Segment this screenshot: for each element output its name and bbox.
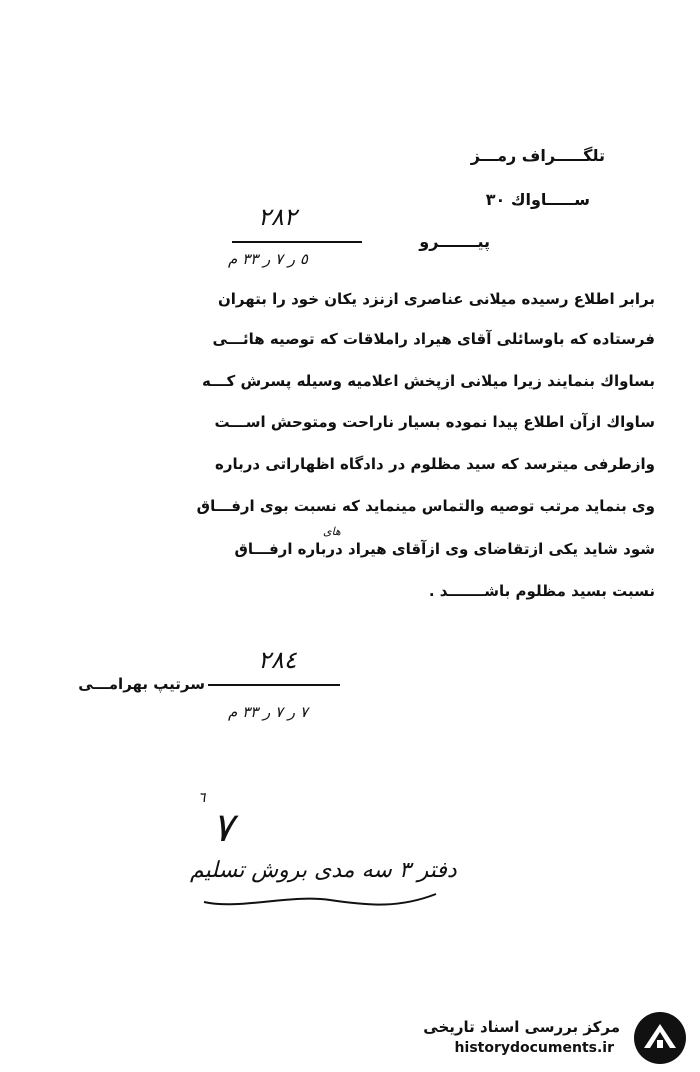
- interlinear-correction: های: [323, 525, 341, 538]
- body-line: برابر اطلاع رسیده میلانی عناصری ازنزد یکان خود را بتهران: [217, 290, 655, 308]
- recipient-line: ســـــاواك ٣٠: [485, 190, 590, 209]
- ref-underline: [232, 241, 362, 243]
- body-line: وازطرفی میترسد که سید مظلوم در دادگاه اظهاراتی درباره: [215, 455, 655, 473]
- handwritten-ref-date: ٥ ر ٧ ر ٣٣ م: [228, 250, 308, 268]
- subject-line: پیـــــــرو: [419, 232, 490, 251]
- handwritten-signature-number: ٢٨٤: [258, 646, 297, 674]
- body-line: وی بنماید مرتب توصیه والتماس مینماید که نسبت بوی ارفـــاق: [196, 497, 655, 515]
- signatory-line: سرتیپ بهرامـــی: [78, 675, 205, 693]
- body-line: ساواك ازآن اطلاع پیدا نموده بسیار ناراحت ومتوحش اســـت: [214, 413, 655, 431]
- body-line: نسبت بسید مظلوم باشـــــــد .: [428, 582, 655, 600]
- handwritten-flourish: [200, 888, 440, 912]
- watermark-title: مرکز بررسی اسناد تاریخی: [423, 1018, 620, 1036]
- handwritten-ref-number: ٢٨٢: [258, 203, 297, 231]
- body-line: بساواك بنمایند زیرا میلانی ازپخش اعلامیه وسیله پسرش کـــه: [202, 372, 655, 390]
- handwritten-signature-date: ٧ ر ٧ ر ٣٣ م: [228, 703, 308, 721]
- body-line: شود شاید یکی ازتقاضای وی ازآقای هیراد درباره ارفـــاق: [234, 540, 655, 558]
- body-line: فرستاده که باوسائلی آقای هیراد راملاقات که توصیه هائـــی: [212, 330, 655, 348]
- archive-logo-icon: [630, 1010, 690, 1066]
- document-title: تلگـــــراف رمـــز: [470, 146, 605, 165]
- handwritten-note: دفتر ٣ سه مدی بروش تسلیم: [190, 858, 457, 883]
- watermark-url: historydocuments.ir: [454, 1040, 614, 1056]
- handwritten-mark: ٦: [198, 790, 206, 806]
- handwritten-figure: ٧: [212, 805, 234, 851]
- signature-underline: [208, 684, 340, 686]
